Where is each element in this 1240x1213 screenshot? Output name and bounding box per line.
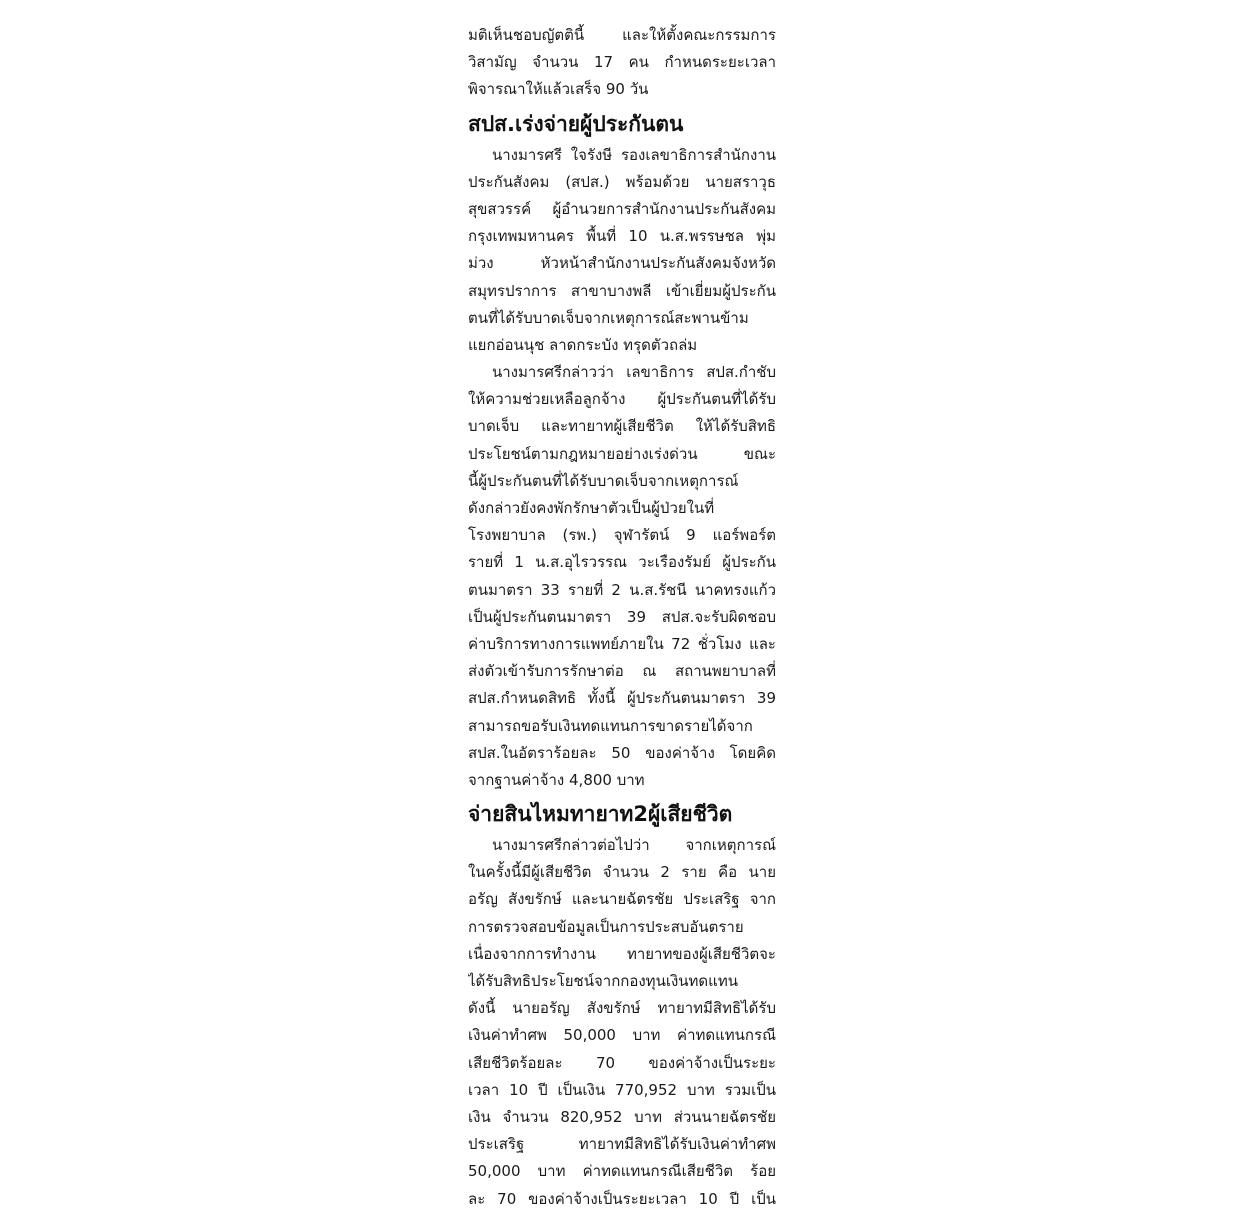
text-line: กรุงเทพมหานคร พื้นที่ 10 น.ส.พรรษชล พุ่ม (468, 227, 776, 246)
text-line: ตนมาตรา 33 รายที่ 2 น.ส.รัชนี นาคทรงแก้ว (468, 580, 776, 599)
text-line: ดังนี้ นายอรัญ สังขรักษ์ ทายาทมีสิทธิได้รับ (468, 999, 776, 1018)
text-line: รายที่ 1 น.ส.อุไรวรรณ วะเรืองรัมย์ ผู้ประกัน (468, 553, 776, 572)
text-line: เงินค่าทำศพ 50,000 บาท ค่าทดแทนกรณี (468, 1026, 776, 1045)
text-line: บาดเจ็บ และทายาทผู้เสียชีวิต ให้ได้รับสิทธิ (468, 417, 776, 436)
text-line: ประเสริฐ ทายาทมีสิทธิได้รับเงินค่าทำศพ (468, 1135, 776, 1154)
text-line: เวลา 10 ปี เป็นเงิน 770,952 บาท รวมเป็น (468, 1080, 776, 1099)
paragraph-2 (468, 359, 776, 794)
text-line: เป็นผู้ประกันตนมาตรา 39 สปส.จะรับผิดชอบ (468, 607, 776, 626)
text-line: ให้ความช่วยเหลือลูกจ้าง ผู้ประกันตนที่ได้รับ (468, 390, 776, 409)
text-line: สมุทรปราการ สาขาบางพลี เข้าเยี่ยมผู้ประกัน (468, 281, 776, 300)
text-line: เนื่องจากการทำงาน ทายาทของผู้เสียชีวิตจะ (468, 944, 776, 963)
paragraph-3 (468, 832, 776, 1213)
text-line: 50,000 บาท ค่าทดแทนกรณีเสียชีวิต ร้อย (468, 1162, 776, 1181)
text-line: นี้ผู้ประกันตนที่ได้รับบาดเจ็บจากเหตุการณ์ (468, 471, 739, 490)
text-line: ในครั้งนี้มีผู้เสียชีวิต จำนวน 2 ราย คือ นาย (468, 863, 776, 882)
text-line: แยกอ่อนนุช ลาดกระบัง ทรุดตัวถล่ม (468, 335, 698, 354)
text-line: นางมารศรีกล่าวว่า เลขาธิการ สปส.กำชับ (492, 363, 776, 382)
text-line: สปส.กำหนดสิทธิ ทั้งนี้ ผู้ประกันตนมาตรา 39 (468, 689, 776, 708)
article-column (468, 22, 776, 1213)
section-heading-2: จ่ายสินไหมทายาท2ผู้เสียชีวิต (468, 802, 733, 827)
text-line: นางมารศรีกล่าวต่อไปว่า จากเหตุการณ์ (492, 836, 776, 855)
text-line: ประกันสังคม (สปส.) พร้อมด้วย นายสราวุธ (468, 172, 776, 191)
text-line: มติเห็นชอบญัตตินี้ และให้ตั้งคณะกรรมการ (468, 26, 776, 44)
text-line: อรัญ สังขรักษ์ และนายฉัตรชัย ประเสริฐ จาก (468, 890, 776, 909)
section-heading-1: สปส.เร่งจ่ายผู้ประกันตน (468, 111, 684, 136)
text-line: ม่วง หัวหน้าสำนักงานประกันสังคมจังหวัด (468, 254, 776, 273)
text-line: สุขสวรรค์ ผู้อำนวยการสำนักงานประกันสังคม (468, 199, 776, 218)
text-line: เงิน จำนวน 820,952 บาท ส่วนนายฉัตรชัย (468, 1107, 776, 1126)
text-line: ประโยชน์ตามกฎหมายอย่างเร่งด่วน ขณะ (468, 444, 776, 463)
text-line: ตนที่ได้รับบาดเจ็บจากเหตุการณ์สะพานข้าม (468, 308, 749, 327)
text-line: ส่งตัวเข้ารับการรักษาต่อ ณ สถานพยาบาลที่ (468, 662, 776, 681)
text-line: การตรวจสอบข้อมูลเป็นการประสบอันตราย (468, 917, 744, 936)
text-line: ค่าบริการทางการแพทย์ภายใน 72 ชั่วโมง และ (468, 634, 776, 653)
intro-paragraph (468, 22, 776, 104)
text-line: โรงพยาบาล (รพ.) จุฬารัตน์ 9 แอร์พอร์ต (468, 526, 776, 545)
text-line: สปส.ในอัตราร้อยละ 50 ของค่าจ้าง โดยคิด (468, 743, 776, 762)
text-line: ได้รับสิทธิประโยชน์จากกองทุนเงินทดแทน (468, 972, 738, 990)
text-line: เสียชีวิตร้อยละ 70 ของค่าจ้างเป็นระยะ (468, 1053, 776, 1072)
text-line: ละ 70 ของค่าจ้างเป็นระยะเวลา 10 ปี เป็น (468, 1189, 776, 1208)
text-line: จากฐานค่าจ้าง 4,800 บาท (468, 770, 645, 789)
text-line: พิจารณาให้แล้วเสร็จ 90 วัน (468, 80, 649, 99)
text-line: วิสามัญ จำนวน 17 คน กำหนดระยะเวลา (468, 53, 776, 72)
text-line: นางมารศรี ใจรังษี รองเลขาธิการสำนักงาน (492, 145, 776, 164)
text-line: สามารถขอรับเงินทดแทนการขาดรายได้จาก (468, 716, 753, 735)
paragraph-1 (468, 142, 776, 360)
text-line: ดังกล่าวยังคงพักรักษาตัวเป็นผู้ป่วยในที่ (468, 499, 715, 517)
